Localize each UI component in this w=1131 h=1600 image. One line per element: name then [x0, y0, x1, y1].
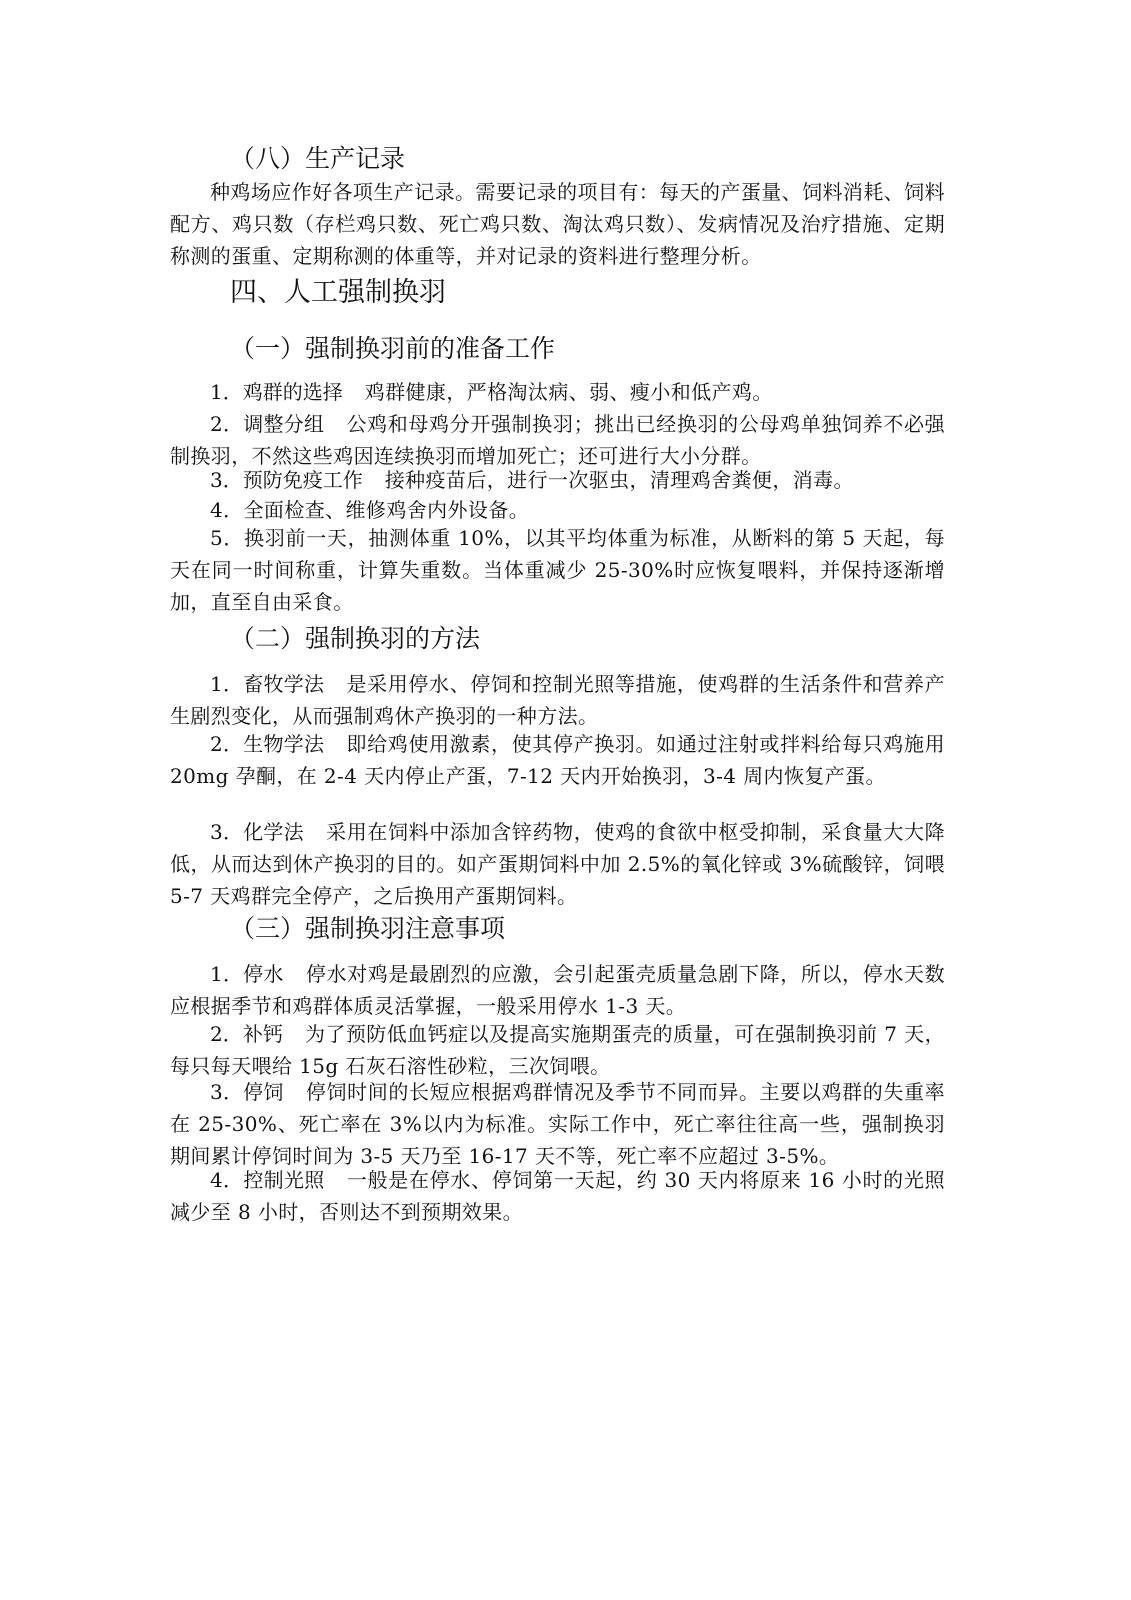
section-heading-production-records: （八）生产记录: [230, 144, 406, 173]
chapter-heading-forced-molting: 四、人工强制换羽: [230, 277, 446, 308]
item-text: 一般是在停水、停饲第一天起，约 30 天内将原来 16 小时的光照减少至 8 小时，否则达不到预期效果。: [170, 1168, 945, 1224]
item-text: 鸡群健康，严格淘汰病、弱、瘦小和低产鸡。: [364, 380, 773, 404]
item-lead: 4．控制光照: [210, 1168, 325, 1192]
item-lead: 3．化学法: [210, 820, 304, 844]
section-heading-preparation: （一）强制换羽前的准备工作: [230, 334, 556, 363]
item-text: 采用在饲料中添加含锌药物，使鸡的食欲中枢受抑制，采食量大大降低，从而达到休产换羽的目的。如产蛋期饲料中加 2.5%的氧化锌或 3%硫酸锌，饲喂 5-7 天鸡群完全停产，之后换用产蛋期饲料。: [170, 820, 945, 908]
item-lead: 3．预防免疫工作: [210, 468, 363, 492]
list-item: [170, 816, 945, 912]
item-lead: 5．换羽前一天，抽测体重 10%，以其平均体重为标准，从断料的第 5 天起，每天在同一时间称重，计算失重数。当体重减少 25-30%时应恢复喂料，并保持逐渐增加，直至自由采食。: [170, 526, 945, 614]
list-item: [170, 464, 945, 496]
list-item: [170, 1018, 945, 1082]
item-text: 是采用停水、停饲和控制光照等措施，使鸡群的生活条件和营养产生剧烈变化，从而强制鸡休产换羽的一种方法。: [170, 672, 945, 728]
list-item: [170, 1076, 945, 1172]
paragraph-production-records: 种鸡场应作好各项生产记录。需要记录的项目有：每天的产蛋量、饲料消耗、饲料配方、鸡只数（存栏鸡只数、死亡鸡只数、淘汰鸡只数）、发病情况及治疗措施、定期称测的蛋重、定期称测的体重等，并对记录的资料进行整理分析。: [170, 180, 945, 268]
item-lead: 2．补钙: [210, 1022, 283, 1046]
list-item: [170, 728, 945, 792]
list-item: [170, 408, 945, 472]
item-lead: 2．生物学法: [210, 732, 325, 756]
list-item: [170, 958, 945, 1022]
item-text: 为了预防低血钙症以及提高实施期蛋壳的质量，可在强制换羽前 7 天，每只每天喂给 15g 石灰石溶性砂粒，三次饲喂。: [170, 1022, 945, 1078]
item-lead: 1．鸡群的选择: [210, 380, 343, 404]
item-text: 接种疫苗后，进行一次驱虫，清理鸡舍粪便，消毒。: [384, 468, 854, 492]
item-lead: 2．调整分组: [210, 412, 325, 436]
item-lead: 1．畜牧学法: [210, 672, 325, 696]
section-heading-methods: （二）强制换羽的方法: [230, 624, 481, 653]
list-item: [170, 522, 945, 618]
list-item: [170, 376, 945, 408]
list-item: [170, 1164, 945, 1228]
item-text: 停水对鸡是最剧烈的应激，会引起蛋壳质量急剧下降，所以，停水天数应根据季节和鸡群体质灵活掌握，一般采用停水 1-3 天。: [170, 962, 945, 1018]
section-heading-precautions: （三）强制换羽注意事项: [230, 914, 506, 943]
item-lead: 1．停水: [210, 962, 284, 986]
list-item: [170, 668, 945, 732]
item-text: 公鸡和母鸡分开强制换羽；挑出已经换羽的公母鸡单独饲养不必强制换羽，不然这些鸡因连续换羽而增加死亡；还可进行大小分群。: [170, 412, 945, 468]
item-text: 即给鸡使用激素，使其停产换羽。如通过注射或拌料给每只鸡施用 20mg 孕酮，在 2-4 天内停止产蛋，7-12 天内开始换羽，3-4 周内恢复产蛋。: [170, 732, 945, 788]
item-lead: 3．停饲: [210, 1080, 284, 1104]
item-lead: 4．全面检查、维修鸡舍内外设备。: [210, 498, 530, 522]
item-text: 停饲时间的长短应根据鸡群情况及季节不同而异。主要以鸡群的失重率在 25-30%、死亡率在 3%以内为标准。实际工作中，死亡率往往高一些，强制换羽期间累计停饲时间为 3-5 天乃至 16-17 天不等，死亡率不应超过 3-5%。: [170, 1080, 945, 1168]
